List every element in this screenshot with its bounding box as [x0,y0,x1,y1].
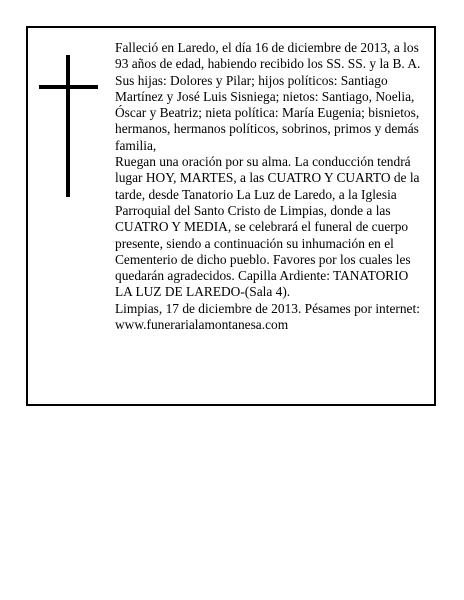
cross-icon [39,55,98,197]
cross-vertical-bar [66,55,70,197]
cross-horizontal-bar [39,85,98,89]
funeral-details: Ruegan una oración por su alma. La conducción tendrá lugar HOY, MARTES, a las CUATRO Y CUARTO de la tarde, desde Tanatorio La Luz de Laredo, a la Iglesia Parroquial del Santo Cristo de Limpias, donde a las CUATRO Y MEDIA, se celebrará el funeral de cuerpo presente, siendo a continuación su inhumación en el Cementerio de dicho pueblo. Favores por los cuales les quedarán agradecidos. Capilla Ardiente: TANATORIO LA LUZ DE LAREDO-(Sala 4). [115,154,420,300]
obituary-notice [26,26,436,406]
death-announcement: Falleció en Laredo, el día 16 de diciembre de 2013, a los 93 años de edad, habiendo recibido los SS. SS. y la B. A. [115,40,421,72]
family-list: Sus hijas: Dolores y Pilar; hijos políticos: Santiago Martínez y José Luis Sisniega; nietos: Santiago, Noelia, Óscar y Beatriz; nieta política: María Eugenia; bisnietos, hermanos, hermanos políticos, sobrinos, primos y demás familia, [115,72,420,153]
date-and-condolences: Limpias, 17 de diciembre de 2013. Pésames por internet: www.funerarialamontanesa.com [115,300,420,333]
notice-body [115,40,423,333]
